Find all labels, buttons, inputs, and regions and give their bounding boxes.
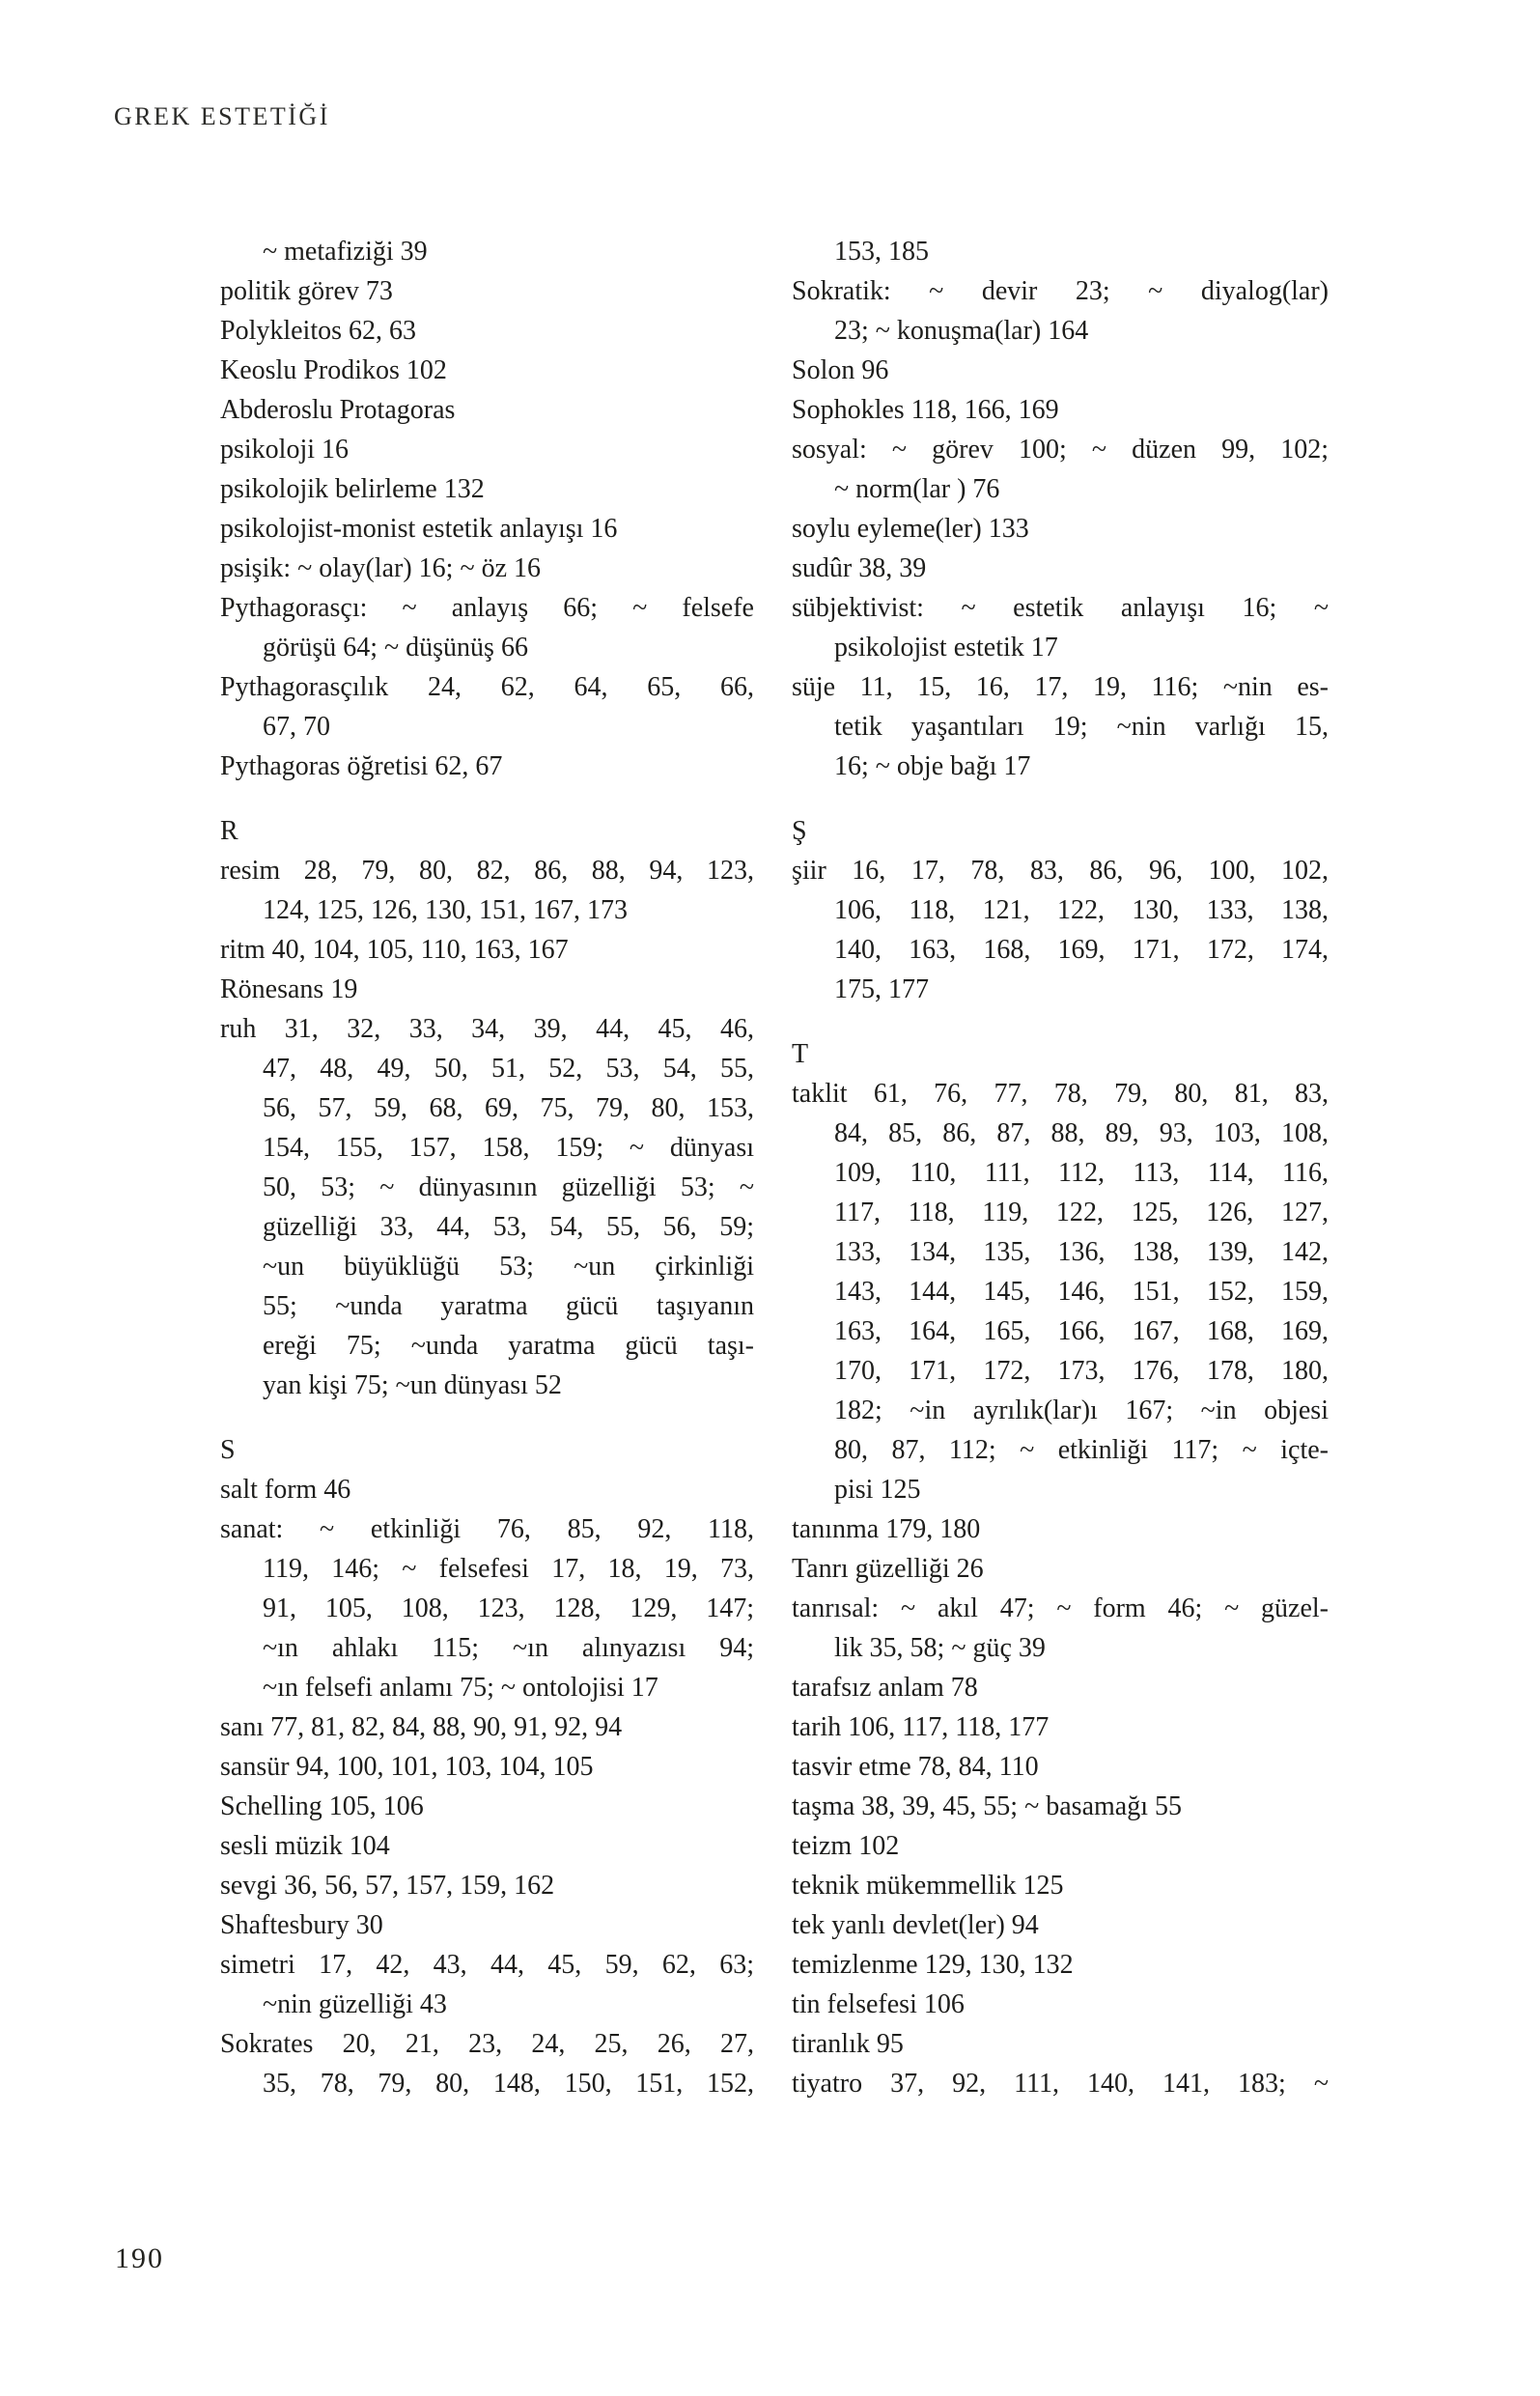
index-entry xyxy=(220,1866,754,1905)
index-entry-line: sesli müzik 104 xyxy=(220,1831,390,1861)
index-entry-line: Keoslu Prodikos 102 xyxy=(220,355,447,385)
index-entry xyxy=(220,667,754,747)
index-entry xyxy=(792,271,1329,351)
index-entry xyxy=(220,588,754,667)
index-entry xyxy=(792,588,1329,667)
index-entry-line: psikolojist-monist estetik anlayışı 16 xyxy=(220,514,618,544)
index-entry-line: 47, 48, 49, 50, 51, 52, 53, 54, 55, xyxy=(263,1054,754,1084)
index-entry-line: politik görev 73 xyxy=(220,276,393,306)
index-entry-line: güzelliği 33, 44, 53, 54, 55, 56, 59; xyxy=(263,1212,754,1242)
index-entry xyxy=(792,1866,1329,1905)
index-entry-line: Polykleitos 62, 63 xyxy=(220,316,417,346)
index-entry-line: görüşü 64; ~ düşünüş 66 xyxy=(263,633,528,662)
index-entry xyxy=(220,1905,754,1945)
index-column-left xyxy=(220,232,754,2103)
index-entry-line: 117, 118, 119, 122, 125, 126, 127, xyxy=(834,1198,1329,1227)
index-entry xyxy=(792,1074,1329,1509)
index-entry xyxy=(220,1009,754,1405)
index-entry xyxy=(792,1905,1329,1945)
index-entry xyxy=(792,1707,1329,1747)
index-entry-line: 80, 87, 112; ~ etkinliği 117; ~ içte- xyxy=(834,1435,1329,1465)
index-entry-line: tin felsefesi 106 xyxy=(792,1989,965,2019)
index-entry-line: sansür 94, 100, 101, 103, 104, 105 xyxy=(220,1752,594,1782)
index-entry xyxy=(220,549,754,588)
section-heading: T xyxy=(792,1039,809,1069)
index-entry-line: 170, 171, 172, 173, 176, 178, 180, xyxy=(834,1356,1329,1386)
index-entry xyxy=(220,271,754,311)
index-entry-line: sanı 77, 81, 82, 84, 88, 90, 91, 92, 94 xyxy=(220,1712,623,1742)
index-entry xyxy=(792,851,1329,1009)
index-entry-line: Rönesans 19 xyxy=(220,974,358,1004)
index-entry-line: Abderoslu Protagoras xyxy=(220,395,456,425)
index-entry-line: 182; ~in ayrılık(lar)ı 167; ~in objesi xyxy=(834,1395,1329,1425)
index-entry-line: 175, 177 xyxy=(834,974,929,1004)
index-entry xyxy=(220,1707,754,1747)
index-entry xyxy=(792,1787,1329,1826)
index-entry-line: tarih 106, 117, 118, 177 xyxy=(792,1712,1050,1742)
index-entry-line: yan kişi 75; ~un dünyası 52 xyxy=(263,1370,562,1400)
index-entry-line: teknik mükemmellik 125 xyxy=(792,1871,1064,1901)
index-entry-line: Sophokles 118, 166, 169 xyxy=(792,395,1059,425)
index-entry xyxy=(792,549,1329,588)
index-entry xyxy=(220,1826,754,1866)
index-entry xyxy=(792,667,1329,786)
index-entry xyxy=(792,1668,1329,1707)
index-entry xyxy=(220,970,754,1009)
section-heading: R xyxy=(220,816,238,846)
index-entry xyxy=(792,1589,1329,1668)
index-entry-line: ~ın felsefi anlamı 75; ~ ontolojisi 17 xyxy=(263,1673,658,1703)
index-entry-line: tiranlık 95 xyxy=(792,2029,904,2059)
index-entry-line: Solon 96 xyxy=(792,355,889,385)
index-entry xyxy=(220,469,754,509)
index-entry xyxy=(220,2024,754,2103)
index-entry-line: 56, 57, 59, 68, 69, 75, 79, 80, 153, xyxy=(263,1093,754,1123)
page-number: 190 xyxy=(115,2242,164,2274)
index-entry xyxy=(220,1747,754,1787)
index-entry-line: 140, 163, 168, 169, 171, 172, 174, xyxy=(834,935,1329,965)
index-entry xyxy=(220,1509,754,1707)
index-entry xyxy=(220,311,754,351)
index-entry-line: Tanrı güzelliği 26 xyxy=(792,1554,984,1584)
index-entry-line: Shaftesbury 30 xyxy=(220,1910,383,1940)
index-entry-line: lik 35, 58; ~ güç 39 xyxy=(834,1633,1046,1663)
index-entry-line: 84, 85, 86, 87, 88, 89, 93, 103, 108, xyxy=(834,1118,1329,1148)
index-entry-line: psikolojist estetik 17 xyxy=(834,633,1058,662)
index-entry-line: tek yanlı devlet(ler) 94 xyxy=(792,1910,1039,1940)
index-entry xyxy=(792,509,1329,549)
index-entry xyxy=(220,1787,754,1826)
index-entry-line: taklit 61, 76, 77, 78, 79, 80, 81, 83, xyxy=(792,1079,1329,1109)
index-entry xyxy=(792,1509,1329,1549)
index-entry-line: 50, 53; ~ dünyasının güzelliği 53; ~ xyxy=(263,1172,754,1202)
index-entry xyxy=(792,430,1329,509)
running-header: GREK ESTETİĞİ xyxy=(114,102,330,130)
index-entry-line: 163, 164, 165, 166, 167, 168, 169, xyxy=(834,1316,1329,1346)
index-entry-line: 35, 78, 79, 80, 148, 150, 151, 152, xyxy=(263,2069,754,2099)
index-entry-line: 154, 155, 157, 158, 159; ~ dünyası xyxy=(263,1133,754,1163)
index-entry-line: süje 11, 15, 16, 17, 19, 116; ~nin es- xyxy=(792,672,1329,702)
index-entry xyxy=(792,1747,1329,1787)
index-entry xyxy=(220,930,754,970)
index-entry-line: ~ norm(lar ) 76 xyxy=(834,474,1000,504)
index-entry-line: psikolojik belirleme 132 xyxy=(220,474,485,504)
index-entry-line: 153, 185 xyxy=(834,237,929,267)
index-entry-line: psikoloji 16 xyxy=(220,435,350,465)
index-entry xyxy=(792,390,1329,430)
index-entry-line: ereği 75; ~unda yaratma gücü taşı- xyxy=(263,1331,754,1361)
index-entry-line: Pythagoras öğretisi 62, 67 xyxy=(220,751,503,781)
index-entry xyxy=(792,232,1329,271)
index-entry-line: taşma 38, 39, 45, 55; ~ basamağı 55 xyxy=(792,1791,1182,1821)
index-entry-line: Schelling 105, 106 xyxy=(220,1791,424,1821)
index-entry-line: tetik yaşantıları 19; ~nin varlığı 15, xyxy=(834,712,1329,742)
index-entry-line: 119, 146; ~ felsefesi 17, 18, 19, 73, xyxy=(263,1554,754,1584)
index-entry-line: tiyatro 37, 92, 111, 140, 141, 183; ~ xyxy=(792,2069,1329,2099)
index-entry-line: Sokrates 20, 21, 23, 24, 25, 26, 27, xyxy=(220,2029,754,2059)
index-entry xyxy=(220,430,754,469)
index-entry-line: psişik: ~ olay(lar) 16; ~ öz 16 xyxy=(220,553,542,583)
index-entry-line: temizlenme 129, 130, 132 xyxy=(792,1950,1074,1980)
index-entry-line: simetri 17, 42, 43, 44, 45, 59, 62, 63; xyxy=(220,1950,754,1980)
index-entry-line: Sokratik: ~ devir 23; ~ diyalog(lar) xyxy=(792,276,1329,306)
index-entry-line: ~nin güzelliği 43 xyxy=(263,1989,447,2019)
index-entry xyxy=(792,1826,1329,1866)
index-entry-line: tarafsız anlam 78 xyxy=(792,1673,978,1703)
index-entry-line: sevgi 36, 56, 57, 157, 159, 162 xyxy=(220,1871,555,1901)
index-entry-line: teizm 102 xyxy=(792,1831,900,1861)
index-entry-line: 124, 125, 126, 130, 151, 167, 173 xyxy=(263,895,628,925)
index-entry-line: 55; ~unda yaratma gücü taşıyanın xyxy=(263,1291,754,1321)
index-entry-line: sübjektivist: ~ estetik anlayışı 16; ~ xyxy=(792,593,1329,623)
index-entry-line: şiir 16, 17, 78, 83, 86, 96, 100, 102, xyxy=(792,856,1329,886)
index-entry xyxy=(792,2064,1329,2103)
index-entry-line: 106, 118, 121, 122, 130, 133, 138, xyxy=(834,895,1329,925)
index-entry-line: tanrısal: ~ akıl 47; ~ form 46; ~ güzel- xyxy=(792,1593,1329,1623)
index-entry-line: Pythagorasçılık 24, 62, 64, 65, 66, xyxy=(220,672,754,702)
index-entry-line: sosyal: ~ görev 100; ~ düzen 99, 102; xyxy=(792,435,1329,465)
section-heading: Ş xyxy=(792,816,807,846)
index-entry-line: resim 28, 79, 80, 82, 86, 88, 94, 123, xyxy=(220,856,754,886)
index-entry-line: ruh 31, 32, 33, 34, 39, 44, 45, 46, xyxy=(220,1014,754,1044)
index-entry-line: sanat: ~ etkinliği 76, 85, 92, 118, xyxy=(220,1514,754,1544)
index-entry-line: 91, 105, 108, 123, 128, 129, 147; xyxy=(263,1593,754,1623)
index-entry xyxy=(220,1945,754,2024)
index-entry-line: ~un büyüklüğü 53; ~un çirkinliği xyxy=(263,1252,754,1282)
index-entry-line: tasvir etme 78, 84, 110 xyxy=(792,1752,1039,1782)
index-entry xyxy=(792,1985,1329,2024)
index-entry xyxy=(220,351,754,390)
index-entry-line: 23; ~ konuşma(lar) 164 xyxy=(834,316,1089,346)
index-entry-line: ritm 40, 104, 105, 110, 163, 167 xyxy=(220,935,569,965)
index-entry xyxy=(220,232,754,271)
index-entry-line: ~ın ahlakı 115; ~ın alınyazısı 94; xyxy=(263,1633,754,1663)
index-column-right xyxy=(792,232,1329,2103)
index-entry xyxy=(220,390,754,430)
index-entry-line: salt form 46 xyxy=(220,1475,351,1505)
index-entry-line: sudûr 38, 39 xyxy=(792,553,927,583)
index-entry xyxy=(220,747,754,786)
index-entry xyxy=(792,1945,1329,1985)
index-entry-line: tanınma 179, 180 xyxy=(792,1514,981,1544)
index-entry xyxy=(792,351,1329,390)
index-entry-line: 67, 70 xyxy=(263,712,330,742)
index-entry-line: ~ metafiziği 39 xyxy=(263,237,428,267)
index-entry xyxy=(792,1549,1329,1589)
index-entry-line: pisi 125 xyxy=(834,1475,921,1505)
index-entry-line: 143, 144, 145, 146, 151, 152, 159, xyxy=(834,1277,1329,1307)
index-entry-line: 16; ~ obje bağı 17 xyxy=(834,751,1031,781)
section-heading: S xyxy=(220,1435,236,1465)
index-entry xyxy=(220,509,754,549)
index-entry-line: Pythagorasçı: ~ anlayış 66; ~ felsefe xyxy=(220,593,754,623)
index-entry-line: 109, 110, 111, 112, 113, 114, 116, xyxy=(834,1158,1329,1188)
index-entry xyxy=(792,2024,1329,2064)
index-entry xyxy=(220,851,754,930)
index-entry-line: soylu eyleme(ler) 133 xyxy=(792,514,1029,544)
index-entry-line: 133, 134, 135, 136, 138, 139, 142, xyxy=(834,1237,1329,1267)
index-entry xyxy=(220,1470,754,1509)
